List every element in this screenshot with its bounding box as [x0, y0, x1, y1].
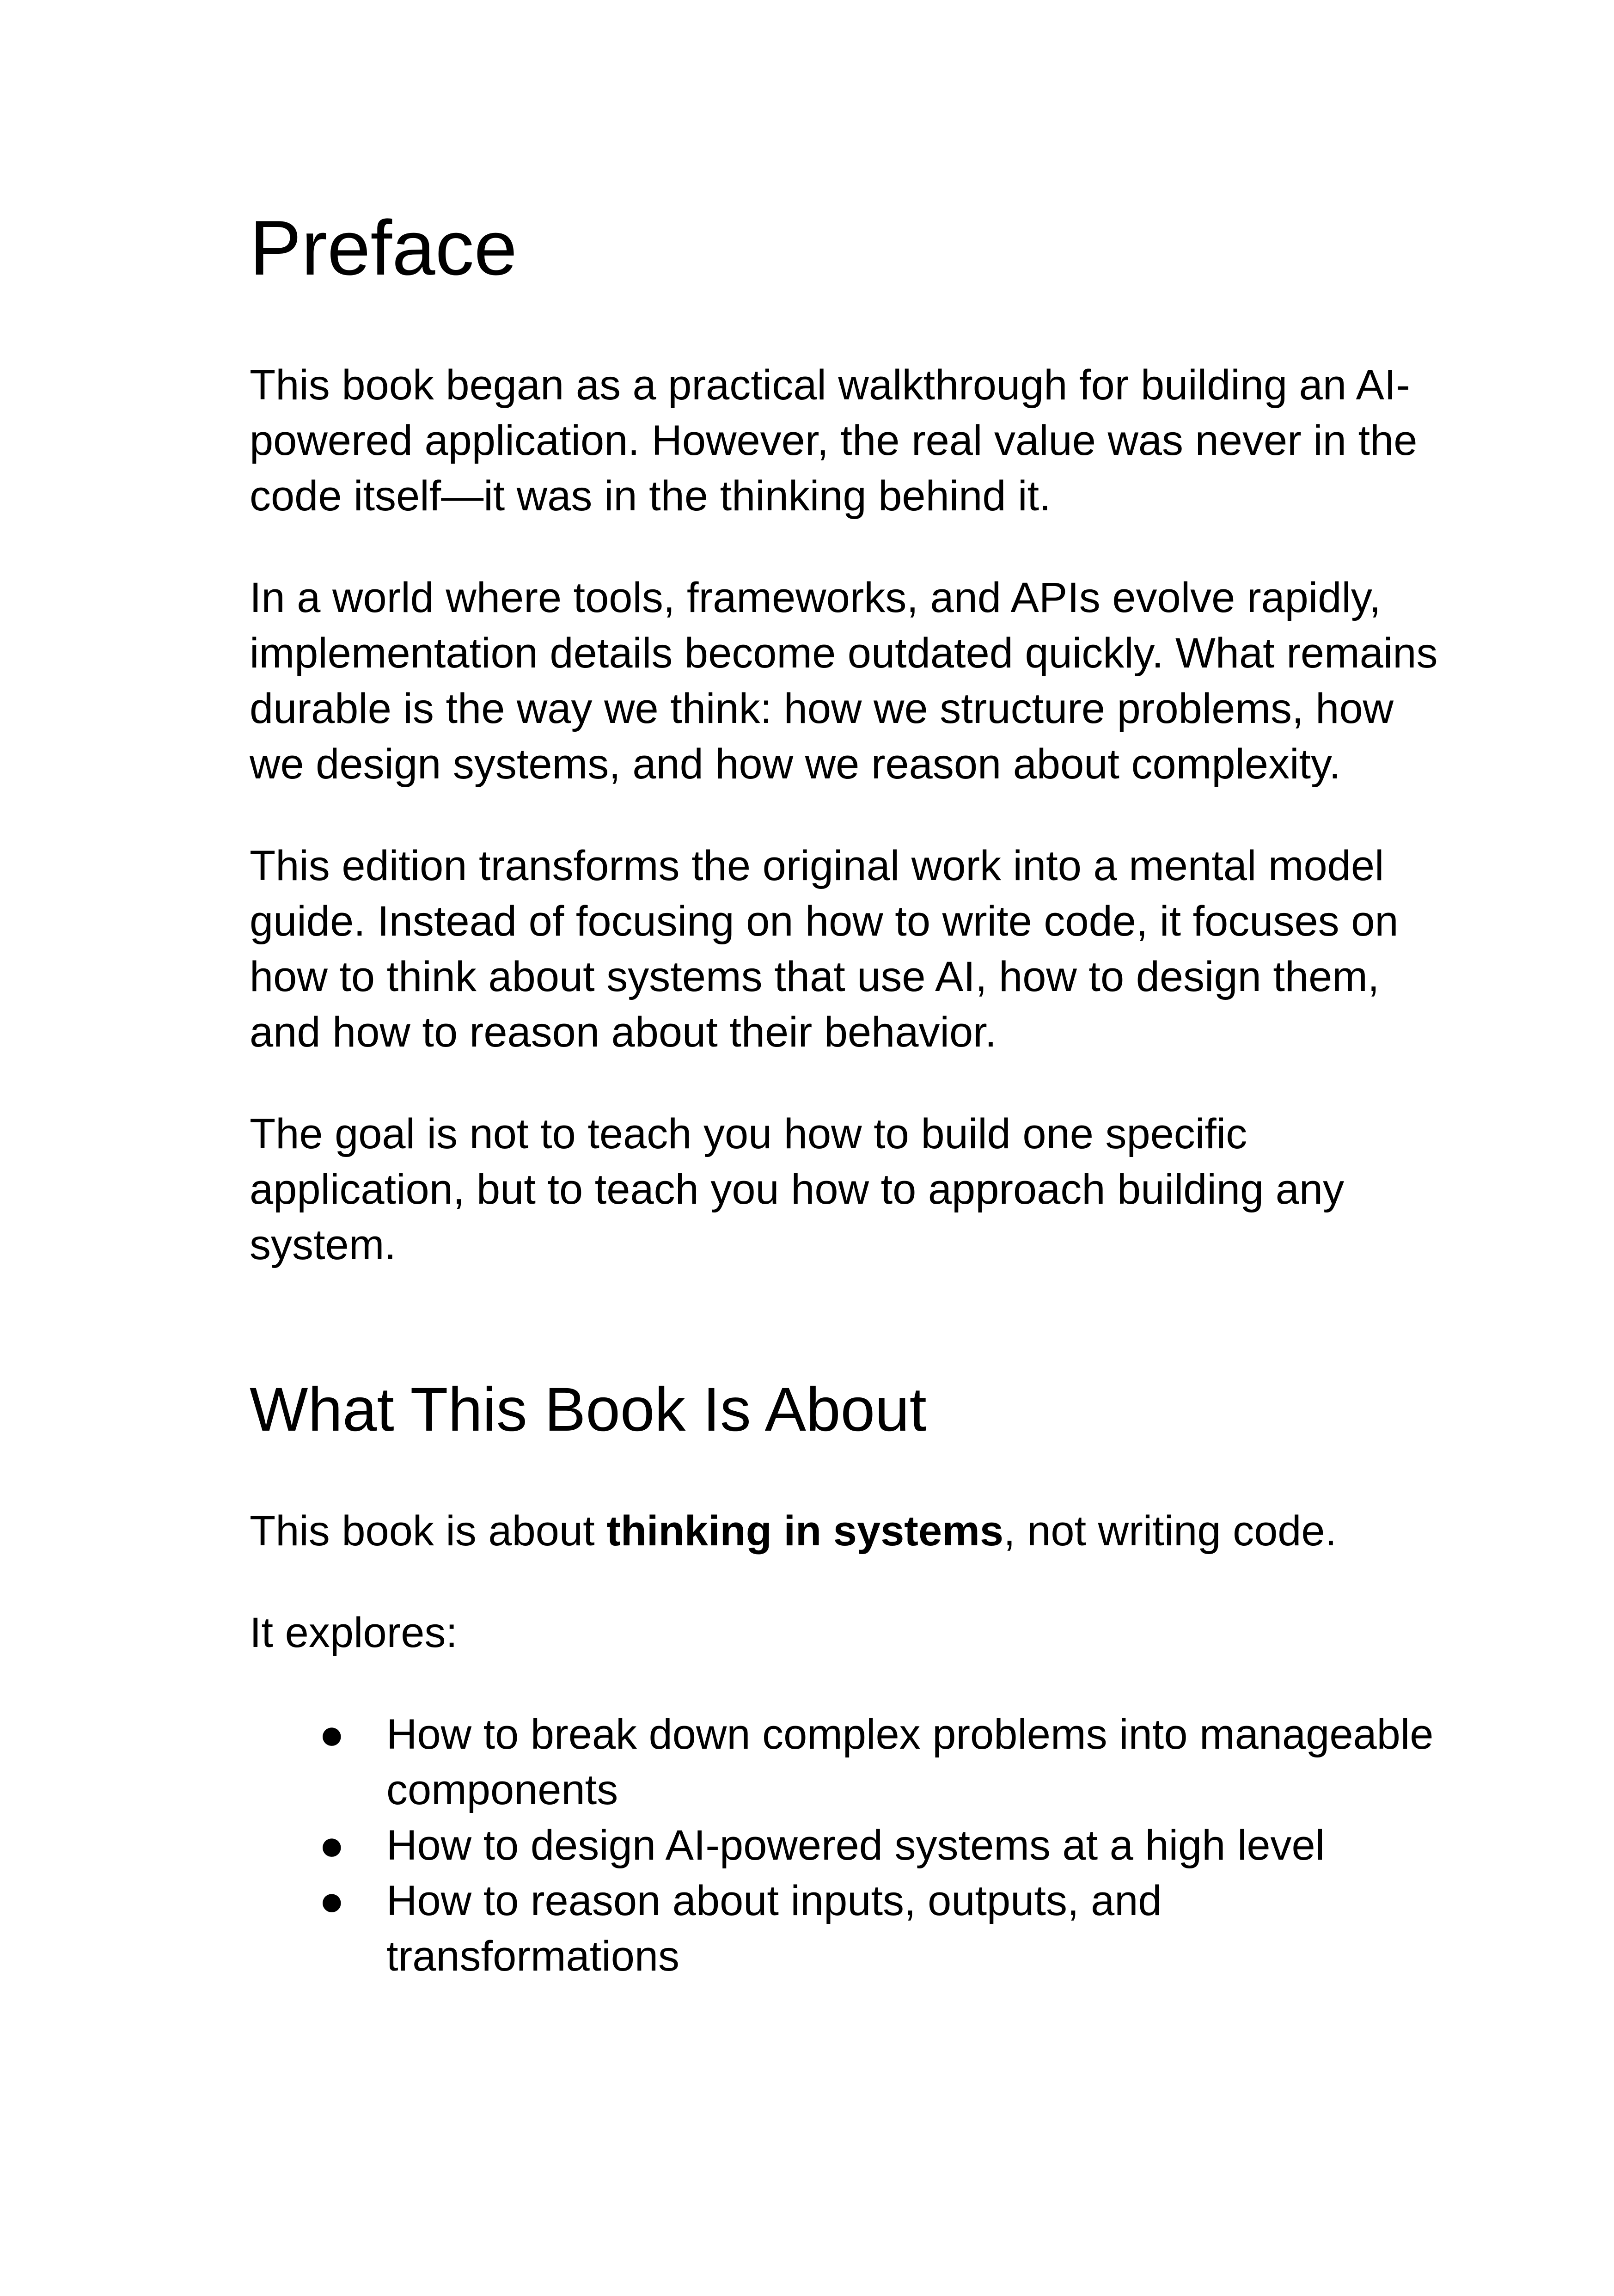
bullet-icon: ●	[319, 1822, 345, 1869]
intro-text-end: , not writing code.	[1003, 1507, 1337, 1555]
document-page	[250, 203, 1451, 1984]
list-item	[250, 1818, 1451, 1873]
section-intro	[250, 1503, 1451, 1559]
bullet-list	[250, 1707, 1451, 1984]
intro-text: This book is about	[250, 1507, 607, 1555]
paragraph: This edition transforms the original work into a mental model guide. Instead of focusing on how to write code, it focuses on how to think about systems that use AI, how to design them, and how to reason about their behavior.	[250, 842, 1399, 1056]
paragraph: In a world where tools, frameworks, and APIs evolve rapidly, implementation details become outdated quickly. What remains durable is the way we think: how we structure problems, how we design systems, and how we reason about complexity.	[250, 574, 1438, 788]
bullet-icon: ●	[319, 1877, 345, 1925]
list-item	[250, 1707, 1451, 1818]
list-item-text: How to design AI-powered systems at a high level	[386, 1822, 1325, 1869]
intro-bold-text: thinking in systems	[606, 1507, 1004, 1555]
paragraph: The goal is not to teach you how to build one specific application, but to teach you how to approach building any system.	[250, 1110, 1345, 1269]
section-heading: What This Book Is About	[250, 1375, 927, 1445]
page-title: Preface	[250, 204, 517, 291]
explores-label: It explores:	[250, 1609, 458, 1657]
paragraph: This book began as a practical walkthrough for building an AI-powered application. However, the real value was never in the code itself—it was in the thinking behind it.	[250, 361, 1418, 520]
list-item-text: How to break down complex problems into manageable components	[386, 1711, 1434, 1814]
list-item-text: How to reason about inputs, outputs, and transformations	[386, 1877, 1162, 1980]
bullet-icon: ●	[319, 1711, 345, 1758]
list-item	[250, 1873, 1451, 1984]
